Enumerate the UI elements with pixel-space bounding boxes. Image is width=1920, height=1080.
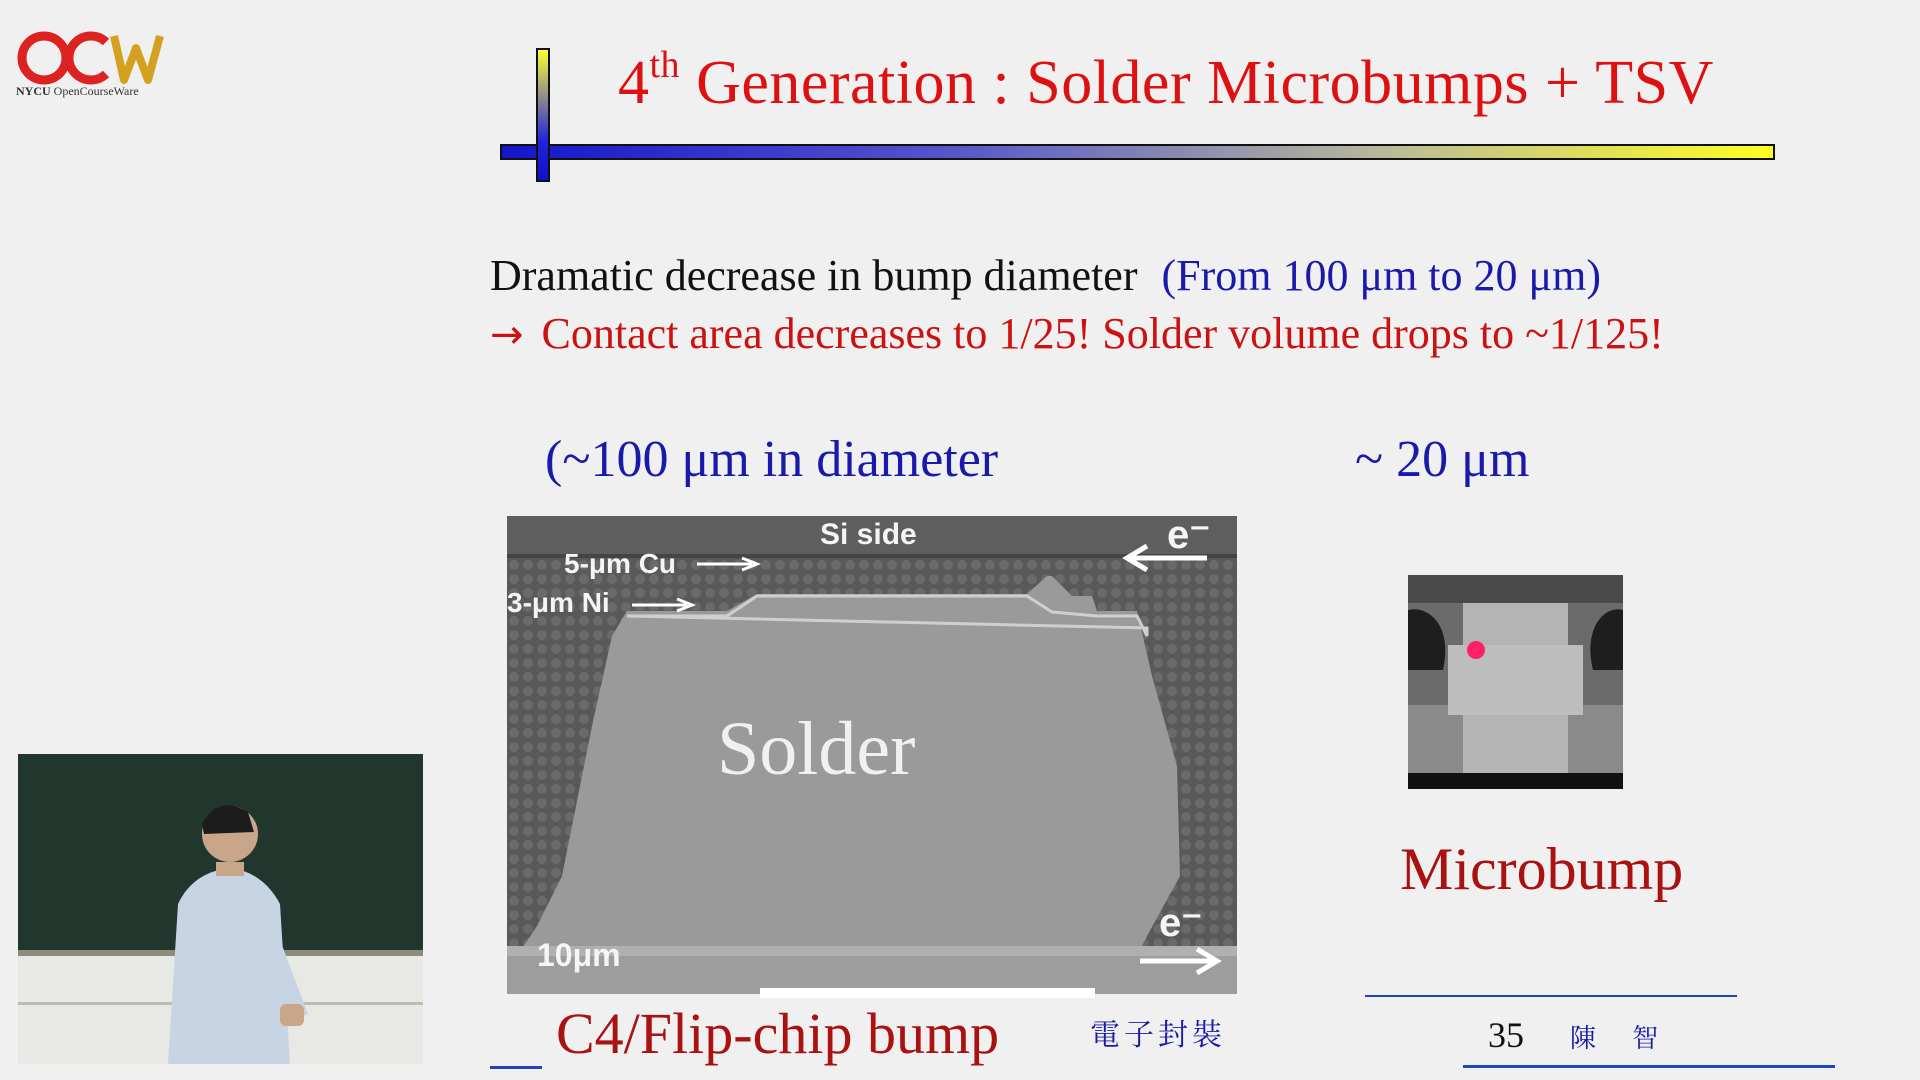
sem-center-label: Solder xyxy=(717,707,916,791)
footer-line-top xyxy=(1365,995,1737,997)
sem-top-label: Si side xyxy=(820,518,917,551)
course-name: 電子封裝 xyxy=(1090,1018,1226,1053)
logo-caption-strong: NYCU xyxy=(16,84,51,98)
body-line-1 xyxy=(490,250,1601,301)
c4-flipchip-label: C4/Flip-chip bump xyxy=(556,1001,1000,1066)
white-strip xyxy=(760,988,1095,998)
line1-paren: (From 100 μm to 20 μm) xyxy=(1161,251,1601,300)
microbump-label: Microbump xyxy=(1400,836,1684,902)
body-line-2 xyxy=(490,308,1664,359)
right-arrow-icon: → xyxy=(490,312,524,358)
title-prefix: 4 xyxy=(618,49,650,117)
lecturer-video-inset xyxy=(18,754,423,1064)
slide-title xyxy=(618,44,1714,119)
sem-scale-label: 10μm xyxy=(537,937,621,973)
footer-underline-left xyxy=(490,1066,542,1069)
diameter-label-right: ~ 20 μm xyxy=(1355,431,1530,488)
title-rest: Generation : Solder Microbumps + TSV xyxy=(680,49,1714,117)
logo-caption-text: OpenCourseWare xyxy=(53,84,139,98)
title-horizontal-bar xyxy=(500,144,1775,160)
diameter-label-left: (~100 μm in diameter xyxy=(545,431,999,488)
sem-electron-label-bottom: e⁻ xyxy=(1159,901,1203,945)
page-number: 35 xyxy=(1488,1015,1524,1055)
c4-bump-sem-image xyxy=(507,516,1237,994)
footer-line-bottom xyxy=(1463,1065,1835,1068)
line1-main: Dramatic decrease in bump diameter xyxy=(490,251,1138,300)
sem-cu-label: 5-μm Cu xyxy=(564,548,677,579)
line2-text: Contact area decreases to 1/25! Solder volume drops to ~1/125! xyxy=(541,309,1664,358)
logo-caption xyxy=(16,84,139,99)
sem-electron-label-top: e⁻ xyxy=(1167,516,1211,557)
title-vertical-bar xyxy=(536,48,550,182)
title-superscript: th xyxy=(649,44,681,86)
microbump-sem-image xyxy=(1408,575,1623,789)
laser-pointer-dot xyxy=(1467,641,1485,659)
sem-ni-label: 3-μm Ni xyxy=(507,587,610,618)
author-name: 陳 智 xyxy=(1570,1024,1673,1054)
